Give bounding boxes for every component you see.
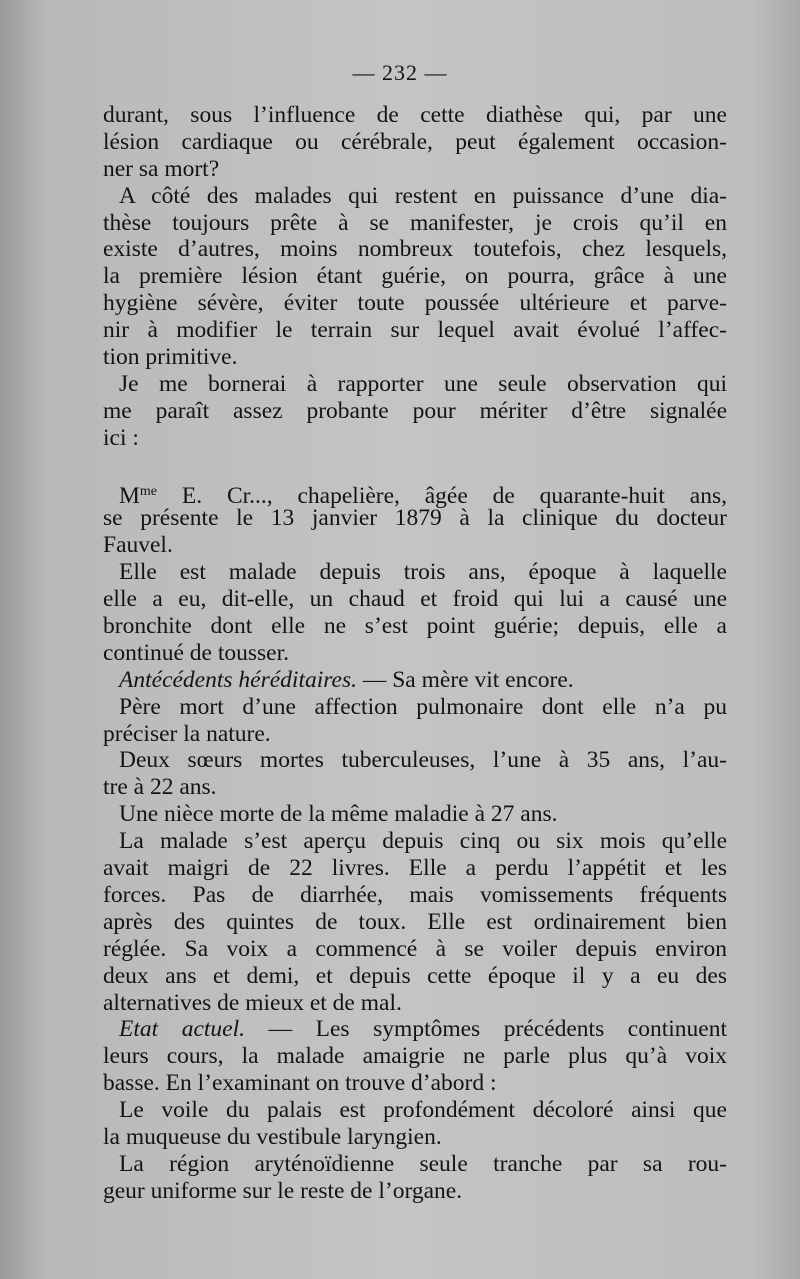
text-line: La région aryténoïdienne seule tranche par sa rou- [119, 1150, 727, 1177]
text-line: réglée. Sa voix a commencé à se voiler depuis environ [103, 935, 727, 962]
text-line: me paraît assez probante pour mériter d’être signalée [103, 397, 727, 424]
body-text [103, 102, 727, 1205]
text-line: A côté des malades qui restent en puissance d’une dia- [119, 182, 727, 209]
text-line: durant, sous l’influence de cette diathèse qui, par une [103, 102, 727, 128]
text-line: préciser la nature. [103, 720, 271, 747]
text-line: ici : [103, 424, 139, 451]
text-line: se présente le 13 janvier 1879 à la clinique du docteur [103, 505, 727, 532]
paragraph-group-history [103, 505, 727, 666]
text-line: forces. Pas de diarrhée, mais vomissements fréquents [103, 881, 727, 908]
text-line: elle a eu, dit-elle, un chaud et froid qui lui a causé une [103, 586, 727, 613]
text-line: geur uniforme sur le reste de l’organe. [103, 1177, 463, 1204]
paragraph-group-family [103, 694, 727, 1017]
observation-first-line [103, 479, 727, 509]
observation-first-line-text: E. Cr..., chapelière, âgée de quarante-huit ans, [157, 482, 727, 509]
text-line: hygiène sévère, éviter toute poussée ultérieure et parve- [103, 290, 727, 317]
text-line: avait maigri de 22 livres. Elle a perdu l’appétit et les [103, 855, 727, 882]
antecedents-heading: Antécédents héréditaires. [119, 666, 357, 693]
text-line: continué de tousser. [103, 639, 290, 666]
text-line: lésion cardiaque ou cérébrale, peut également occasion- [103, 128, 727, 155]
page-number: — 232 — [352, 60, 448, 85]
text-line: Fauvel. [103, 532, 173, 559]
paragraph-group-intro [103, 102, 727, 452]
etat-heading: Etat actuel. [119, 1016, 246, 1043]
text-line: Elle est malade depuis trois ans, époque à laquelle [119, 559, 727, 586]
text-line: existe d’autres, moins nombreux toutefois, chez lesquels, [103, 236, 727, 263]
antecedents-line [103, 667, 727, 694]
title-superscript: me [139, 483, 158, 499]
text-line: ner sa mort? [103, 155, 220, 182]
text-line: Le voile du palais est profondément décoloré ainsi que [119, 1097, 727, 1124]
text-line: bronchite dont elle ne s’est point guérie; depuis, elle a [103, 613, 727, 640]
text-line: deux ans et demi, et depuis cette époque il y a eu des [103, 962, 727, 989]
text-line: leurs cours, la malade amaigrie ne parle plus qu’à voix [103, 1043, 727, 1070]
text-line: Père mort d’une affection pulmonaire dont elle n’a pu [119, 693, 727, 720]
text-line: thèse toujours prête à se manifester, je crois qu’il en [103, 209, 727, 236]
text-line: Je me bornerai à rapporter une seule observation qui [119, 370, 727, 397]
text-line: nir à modifier le terrain sur lequel avait évolué l’affec- [103, 317, 727, 344]
text-line: alternatives de mieux et de mal. [103, 989, 402, 1016]
text-line: tre à 22 ans. [103, 774, 217, 801]
text-line: la muqueuse du vestibule laryngien. [103, 1123, 442, 1150]
text-line: tion primitive. [103, 344, 238, 371]
paragraph-group-exam [103, 1043, 727, 1204]
etat-text: — Les symptômes précédents continuent [245, 1016, 727, 1043]
text-line: Deux sœurs mortes tuberculeuses, l’une à 35 ans, l’au- [119, 747, 727, 774]
antecedents-text: — Sa mère vit encore. [356, 666, 574, 693]
text-line: La malade s’est aperçu depuis cinq ou six mois qu’elle [119, 828, 727, 855]
title-abbrev: M [119, 482, 140, 509]
section-gap [103, 452, 727, 479]
text-line: basse. En l’examinant on trouve d’abord : [103, 1070, 497, 1097]
etat-line [103, 1016, 727, 1043]
text-line: Une nièce morte de la même maladie à 27 ans. [119, 801, 558, 828]
text-line: après des quintes de toux. Elle est ordinairement bien [103, 908, 727, 935]
text-line: la première lésion étant guérie, on pourra, grâce à une [103, 263, 727, 290]
